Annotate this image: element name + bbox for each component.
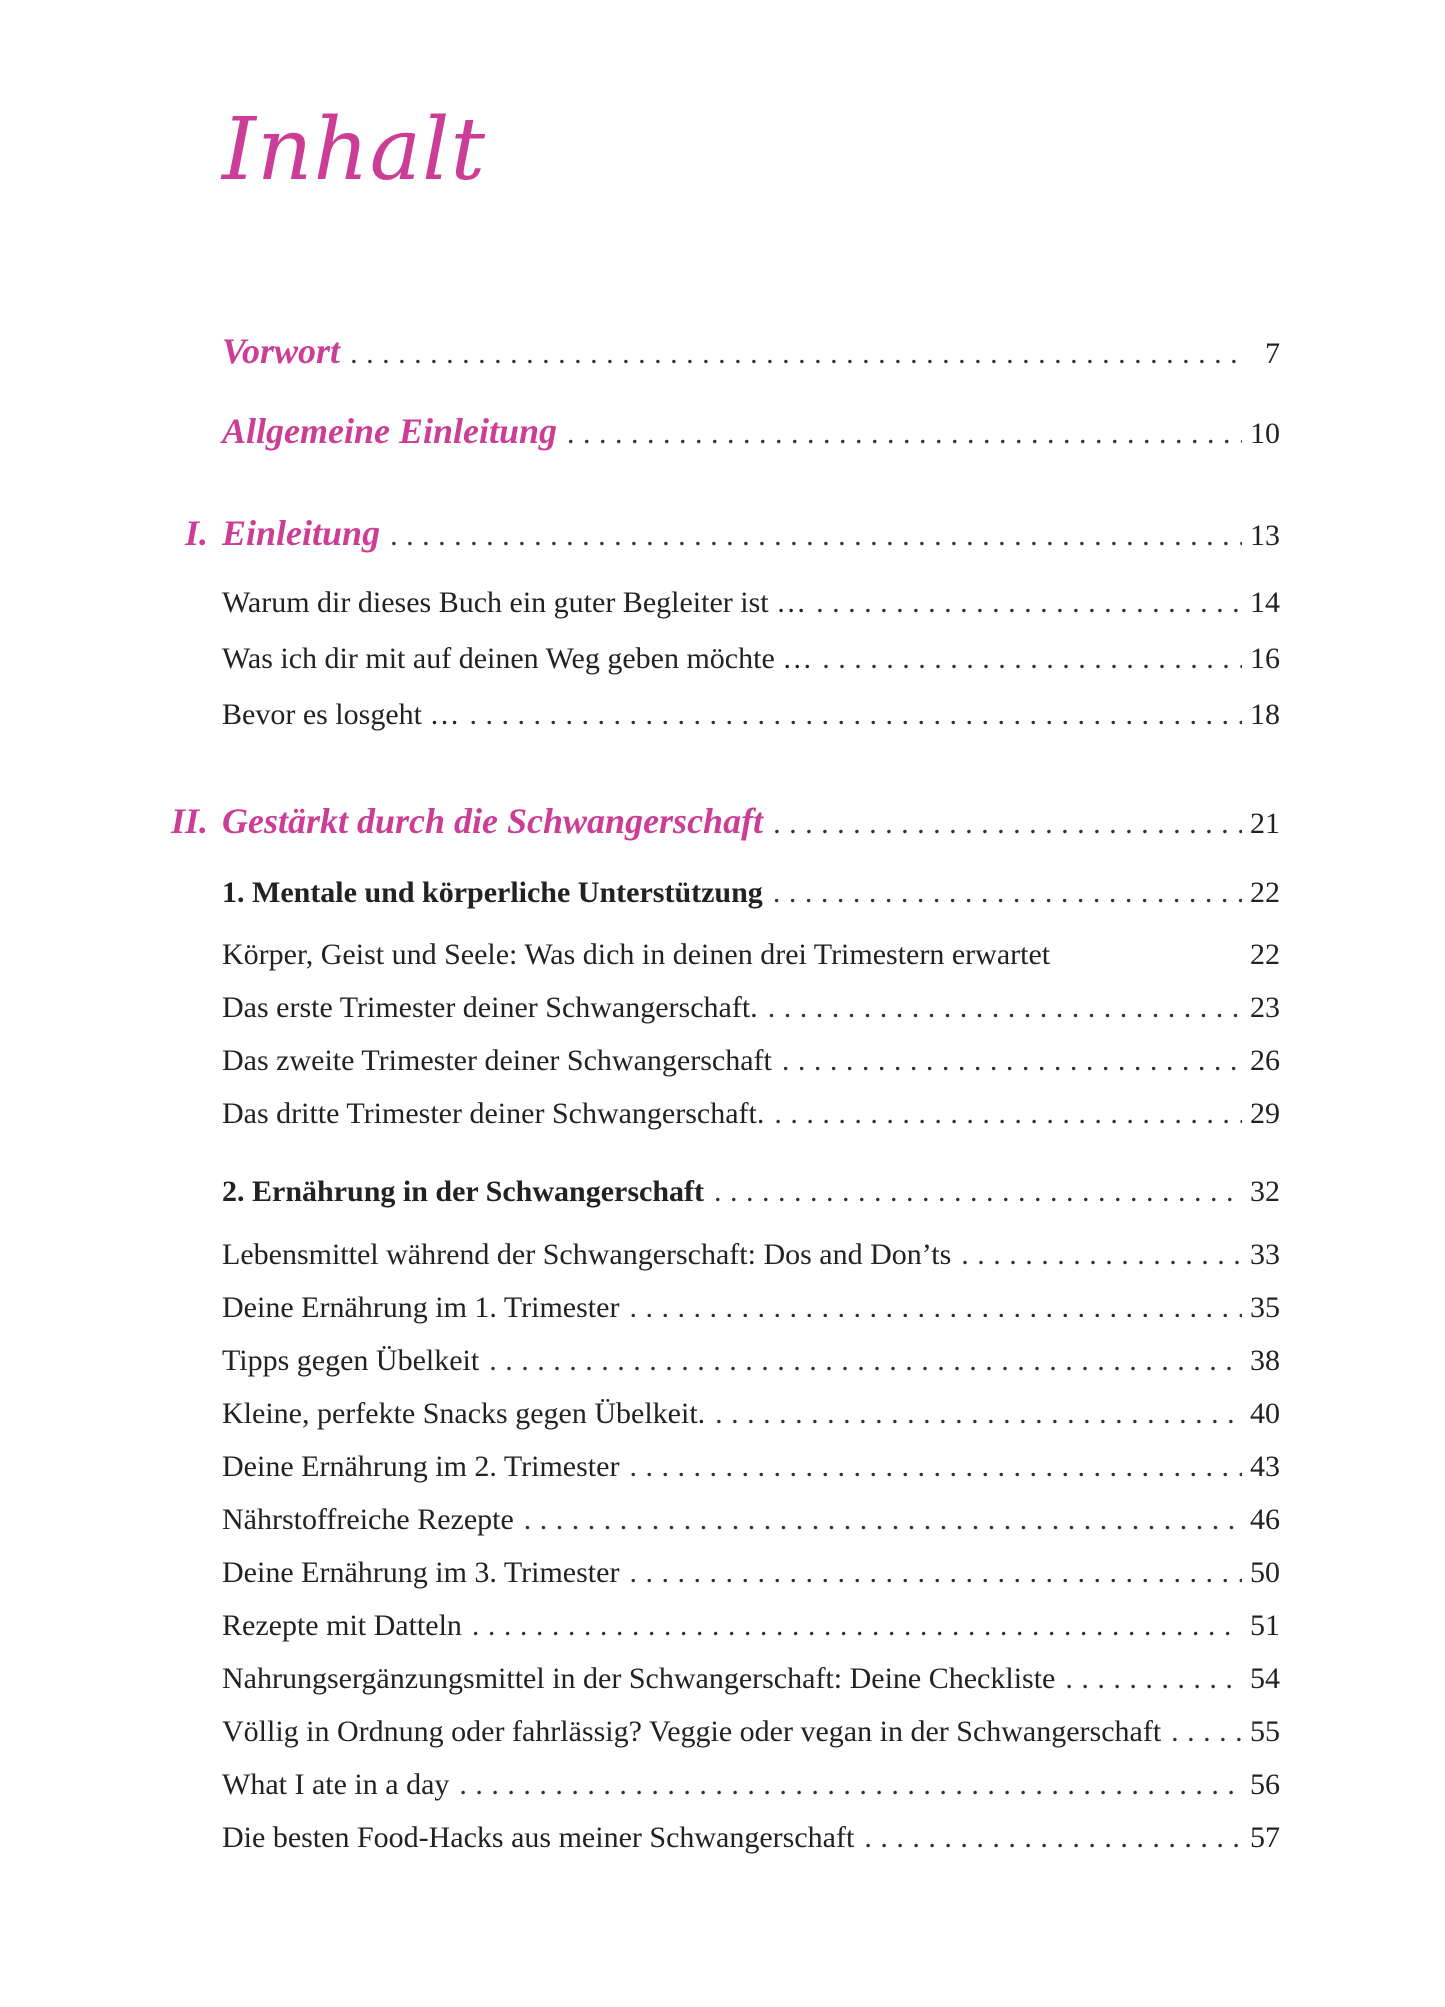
leader-dots (1171, 1715, 1242, 1749)
toc-page-number: 7 (1265, 337, 1280, 370)
part-number: II. (170, 801, 208, 841)
toc-entry[interactable] (222, 1503, 1280, 1537)
toc-entry[interactable] (222, 1556, 1280, 1590)
leader-dots (472, 1609, 1242, 1643)
toc-label: Bevor es losgeht … (222, 698, 460, 731)
leader-dots (629, 1450, 1242, 1484)
toc-page-number: 22 (1250, 938, 1280, 971)
leader-dots (961, 1238, 1242, 1272)
leader-dots (782, 1044, 1242, 1078)
toc-page-number: 33 (1250, 1238, 1280, 1271)
leader-dots (1065, 1662, 1242, 1696)
toc-entry[interactable] (222, 991, 1280, 1025)
toc-label: Körper, Geist und Seele: Was dich in deinen drei Trimestern erwartet (222, 938, 1051, 971)
toc-entry[interactable] (222, 938, 1280, 972)
toc-entry-part-1[interactable] (184, 512, 1280, 554)
toc-page-number: 29 (1250, 1097, 1280, 1130)
toc-label: Einleitung (222, 513, 381, 553)
toc-entry[interactable] (222, 1715, 1280, 1749)
toc-page-number: 32 (1250, 1175, 1280, 1208)
toc-page-number: 14 (1250, 586, 1280, 619)
toc-page-number: 40 (1250, 1397, 1280, 1430)
leader-dots (469, 698, 1242, 732)
leader-dots (350, 337, 1242, 371)
leader-dots (715, 1397, 1242, 1431)
leader-dots (489, 1344, 1242, 1378)
toc-page-number: 13 (1250, 519, 1280, 552)
toc-page-number: 57 (1250, 1821, 1280, 1854)
toc-page-number: 26 (1250, 1044, 1280, 1077)
toc-entry-chapter-2[interactable] (222, 1175, 1280, 1209)
toc-page-number: 51 (1250, 1609, 1280, 1642)
toc-label: Rezepte mit Datteln (222, 1609, 462, 1642)
toc-page-number: 16 (1250, 642, 1280, 675)
toc-label: Lebensmittel während der Schwangerschaft: Dos and Don’ts (222, 1238, 952, 1271)
toc-label: Kleine, perfekte Snacks gegen Übelkeit. (222, 1397, 706, 1430)
toc-entry-vorwort[interactable] (222, 330, 1280, 372)
toc-page-number: 50 (1250, 1556, 1280, 1589)
toc-label: Die besten Food-Hacks aus meiner Schwangerschaft (222, 1821, 855, 1854)
toc-page-number: 10 (1250, 417, 1280, 450)
leader-dots (459, 1768, 1242, 1802)
toc-label: Allgemeine Einleitung (222, 411, 558, 451)
toc-page-number: 56 (1250, 1768, 1280, 1801)
toc-page-number: 55 (1250, 1715, 1280, 1748)
toc-page-number: 54 (1250, 1662, 1280, 1695)
toc-entry[interactable] (222, 1450, 1280, 1484)
toc-page-number: 18 (1250, 698, 1280, 731)
toc-label: What I ate in a day (222, 1768, 450, 1801)
toc-entry[interactable] (222, 1609, 1280, 1643)
toc-label: Nahrungsergänzungsmittel in der Schwangerschaft: Deine Checkliste (222, 1662, 1056, 1695)
toc-label: 2. Ernährung in der Schwangerschaft (222, 1175, 704, 1208)
leader-dots (816, 586, 1242, 620)
toc-entry[interactable] (222, 1238, 1280, 1272)
toc-entry[interactable] (222, 1097, 1280, 1131)
toc-entry[interactable] (222, 1291, 1280, 1325)
leader-dots (567, 417, 1242, 451)
toc-entry-chapter-1[interactable] (222, 876, 1280, 910)
toc-entry[interactable] (222, 642, 1280, 676)
toc-label: 1. Mentale und körperliche Unterstützung (222, 876, 763, 909)
toc-entry-allgemeine-einleitung[interactable] (222, 410, 1280, 452)
toc-entry[interactable] (222, 1044, 1280, 1078)
leader-dots (629, 1556, 1242, 1590)
toc-label: Gestärkt durch die Schwangerschaft (222, 801, 764, 841)
leader-dots (773, 807, 1242, 841)
toc-label: Das dritte Trimester deiner Schwangerschaft. (222, 1097, 765, 1130)
toc-entry[interactable] (222, 1397, 1280, 1431)
leader-dots (390, 519, 1242, 553)
page-title: Inhalt (222, 100, 487, 200)
leader-dots (714, 1175, 1242, 1209)
leader-dots (629, 1291, 1242, 1325)
leader-dots (773, 876, 1242, 910)
toc-entry[interactable] (222, 1821, 1280, 1855)
toc-entry[interactable] (222, 1768, 1280, 1802)
toc-entry[interactable] (222, 1344, 1280, 1378)
toc-label: Was ich dir mit auf deinen Weg geben möchte … (222, 642, 813, 675)
leader-dots (768, 991, 1242, 1025)
toc-page-number: 22 (1250, 876, 1280, 909)
toc-label: Deine Ernährung im 2. Trimester (222, 1450, 620, 1483)
toc-label: Das erste Trimester deiner Schwangerschaft. (222, 991, 758, 1024)
leader-dots (864, 1821, 1242, 1855)
toc-page-number: 35 (1250, 1291, 1280, 1324)
toc-page-number: 38 (1250, 1344, 1280, 1377)
toc-label: Deine Ernährung im 3. Trimester (222, 1556, 620, 1589)
toc-entry[interactable] (222, 1662, 1280, 1696)
leader-dots (524, 1503, 1242, 1537)
toc-label: Nährstoffreiche Rezepte (222, 1503, 514, 1536)
toc-label: Vorwort (222, 331, 341, 371)
toc-label: Völlig in Ordnung oder fahrlässig? Veggie oder vegan in der Schwangerschaft (222, 1715, 1162, 1748)
toc-page-number: 23 (1250, 991, 1280, 1024)
toc-label: Das zweite Trimester deiner Schwangerschaft (222, 1044, 772, 1077)
part-number: I. (184, 513, 208, 553)
toc-page-number: 46 (1250, 1503, 1280, 1536)
toc-label: Deine Ernährung im 1. Trimester (222, 1291, 620, 1324)
toc-page-number: 21 (1250, 807, 1280, 840)
leader-dots (774, 1097, 1242, 1131)
toc-label: Warum dir dieses Buch ein guter Begleiter ist … (222, 586, 807, 619)
leader-dots (822, 642, 1242, 676)
toc-label: Tipps gegen Übelkeit (222, 1344, 480, 1377)
toc-entry[interactable] (222, 586, 1280, 620)
toc-entry-part-2[interactable] (170, 800, 1280, 842)
toc-page-number: 43 (1250, 1450, 1280, 1483)
toc-entry[interactable] (222, 698, 1280, 732)
